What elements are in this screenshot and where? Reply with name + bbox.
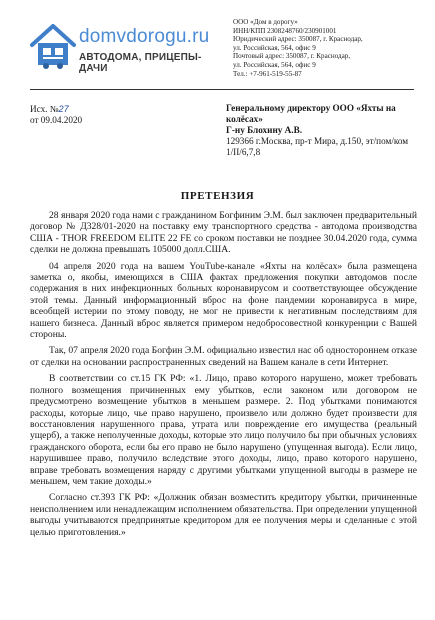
company-postal-street: ул. Российская, 564, офис 9 [233,60,316,69]
company-inn: ИНН/КПП 2308248760/230901001 [233,26,337,35]
company-postal-address: Почтовый адрес: 350087, г. Краснодар, [233,52,351,61]
company-logo [29,20,229,80]
paragraph-refusal: Так, 07 апреля 2020 года Богфин Э.М. официально известил нас об одностороннем отказе от сделки на основании распространенных сведений на Вашем канале в сети Интернет. [30,345,417,368]
paragraph-contract: 28 января 2020 года нами с гражданином Богфиним Э.М. был заключен предварительный договор № Д328/01-2020 на поставку ему транспортного средства - автодома производства США - THOR FREEDOM ELITE 22 FE со сроком поставки не позднее 30.04.2020 года, сумма сделки не должна превышать 105000 долл.США. [30,210,417,256]
paragraph-article-15: В соответствии со ст.15 ГК РФ: «1. Лицо, право которого нарушено, может требовать полного возмещения причиненных ему убытков, если законом или договором не предусмотрено возмещение убытков в меньшем размере. 2. Под убытками понимаются расходы, которые лицо, чье право нарушено, произвело или должно будет произвести для восстановления нарушенного права, утрата или повреждение его имущества (реальный ущерб), а также неполученные доходы, которые это лицо получило бы при обычных условиях гражданского оборота, если бы его право не было нарушено (упущенная выгода). Если лицо, нарушившее право, получило вследствие этого доходы, лицо, право которого нарушено, вправе требовать возмещения наряду с другими убытками упущенной выгоды в размере не меньшем, чем такие доходы.» [30,373,417,487]
addressee-name: Г-ну Блохину А.В. [226,125,302,135]
document-title: ПРЕТЕНЗИЯ [180,190,255,202]
logo-brand-text: domvdorogu.ru [79,26,210,47]
outgoing-number-value: 27 [58,104,69,114]
letter-body [30,210,417,543]
addressee-address: 129366 г.Москва, пр-т Мира, д.150, эт/пом/ком 1/II/6,7,8 [226,136,409,157]
outgoing-number-block [30,104,82,126]
company-legal-street: ул. Российская, 564, офис 9 [233,43,316,52]
outgoing-date: от 09.04.2020 [30,115,83,125]
logo-tagline: АВТОДОМА, ПРИЦЕПЫ-ДАЧИ [79,52,202,74]
company-name: ООО «Дом в дорогу» [233,18,298,26]
paragraph-youtube-post: 04 апреля 2020 года на вашем YouTube-канале «Яхты на колёсах» была размещена заметка о, якобы, имеющихся в США фактах предложения покупки автодомов после содержания в них инфекционных больных коронавирусом и соответствующее обсуждение этой темы. Данный информационный вброс на фоне пандемии коронавируса в мире, всеобщей истерии по этому поводу, не мог не привести к негативным последствиям для нашего бизнеса. Данный вброс является примером недобросовестной конкуренции с Вашей стороны. [30,260,417,341]
company-phone: Тел.: +7-961-519-55-87 [233,69,302,78]
addressee-position: Генеральному директору ООО «Яхты на колёсах» [226,103,396,124]
outgoing-number [30,104,82,115]
company-legal-address: Юридический адрес: 350087, г. Краснодар, [233,35,363,44]
outgoing-number-label: Исх. № [30,104,59,114]
paragraph-article-393: Согласно ст.393 ГК РФ: «Должник обязан возместить кредитору убытки, причиненные неисполнением или ненадлежащим исполнением обязательства. При определении упущенной выгоды учитываются предпринятые кредитором для ее получения меры и сделанные с этой целью приготовления.» [30,492,417,538]
addressee-block [226,103,421,158]
letterhead-divider [30,89,414,90]
house-icon [29,22,77,70]
company-details [233,18,418,78]
